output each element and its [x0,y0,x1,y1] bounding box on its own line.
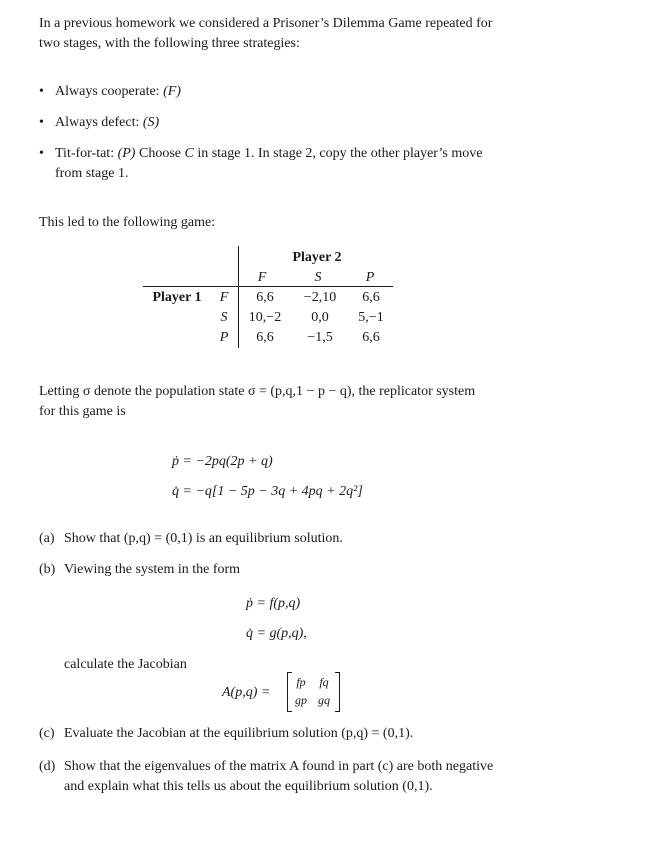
matrix-entry: fq [319,675,329,689]
intro-line-2: two stages, with the following three strategies: [39,36,300,51]
part-a-text: Show that (p,q) = (0,1) is an equilibrium solution. [64,531,343,546]
part-b-label: (b) [39,562,56,577]
strategy-item: • Tit-for-tat: (P) Choose C in stage 1. In stage 2, copy the other player’s move from stage 1. [39,144,509,184]
payoff-cell: 0,0 [311,310,329,325]
strategy-list [39,82,509,184]
part-c [39,724,509,744]
right-bracket [335,672,340,712]
col-header: F [257,270,267,285]
part-b-text: Viewing the system in the form [64,562,241,577]
row-header: F [219,290,229,305]
row-header: S [220,310,228,325]
equation-q-dot: q̇ = −q[1 − 5p − 3q + 4pq + 2q²] [172,484,363,499]
table-horizontal-rule [143,286,393,287]
state-line-2: for this game is [39,404,126,419]
state-line-1: Letting σ denote the population state σ = (p,q,1 − p − q), the replicator system [39,384,476,399]
intro-line-1: In a previous homework we considered a Prisoner’s Dilemma Game repeated for [39,16,493,31]
intro-paragraph [39,14,509,54]
col-header: P [365,270,375,285]
part-a [39,529,509,549]
part-d-line-2: and explain what this tells us about the equilibrium solution (0,1). [64,779,433,794]
payoff-cell: 5,−1 [358,310,384,325]
equation-p-dot: ṗ = −2pq(2p + q) [172,454,273,469]
payoff-cell: 6,6 [256,290,274,305]
equation-g: q̇ = g(p,q), [246,626,307,641]
state-paragraph [39,382,509,422]
player2-label: Player 2 [292,250,342,265]
part-d [39,757,509,797]
part-d-label: (d) [39,759,56,774]
jacobian-lhs: A(p,q) = [222,685,271,700]
part-d-line-1: Show that the eigenvalues of the matrix A found in part (c) are both negative [64,759,494,774]
part-c-text: Evaluate the Jacobian at the equilibrium solution (p,q) = (0,1). [64,726,414,741]
matrix-entry: gp [295,693,307,707]
player1-label: Player 1 [152,290,202,305]
row-header: P [219,330,229,345]
payoff-cell: −1,5 [307,330,333,345]
matrix-entry: gq [318,693,330,707]
payoff-cell: −2,10 [303,290,337,305]
lead-in: This led to the following game: [39,215,216,230]
payoff-cell: 10,−2 [248,310,282,325]
part-b-after: calculate the Jacobian [64,657,187,672]
left-bracket [287,672,292,712]
part-c-label: (c) [39,726,55,741]
matrix-entry: fp [296,675,306,689]
strategy-item: • Always defect: (S) [39,113,509,133]
part-a-label: (a) [39,531,55,546]
part-b [39,560,509,580]
col-header: S [314,270,322,285]
equation-f: ṗ = f(p,q) [246,596,301,611]
payoff-cell: 6,6 [256,330,274,345]
payoff-cell: 6,6 [362,290,380,305]
table-vertical-rule [238,246,239,348]
strategy-item: • Always cooperate: (F) [39,82,509,102]
payoff-cell: 6,6 [362,330,380,345]
